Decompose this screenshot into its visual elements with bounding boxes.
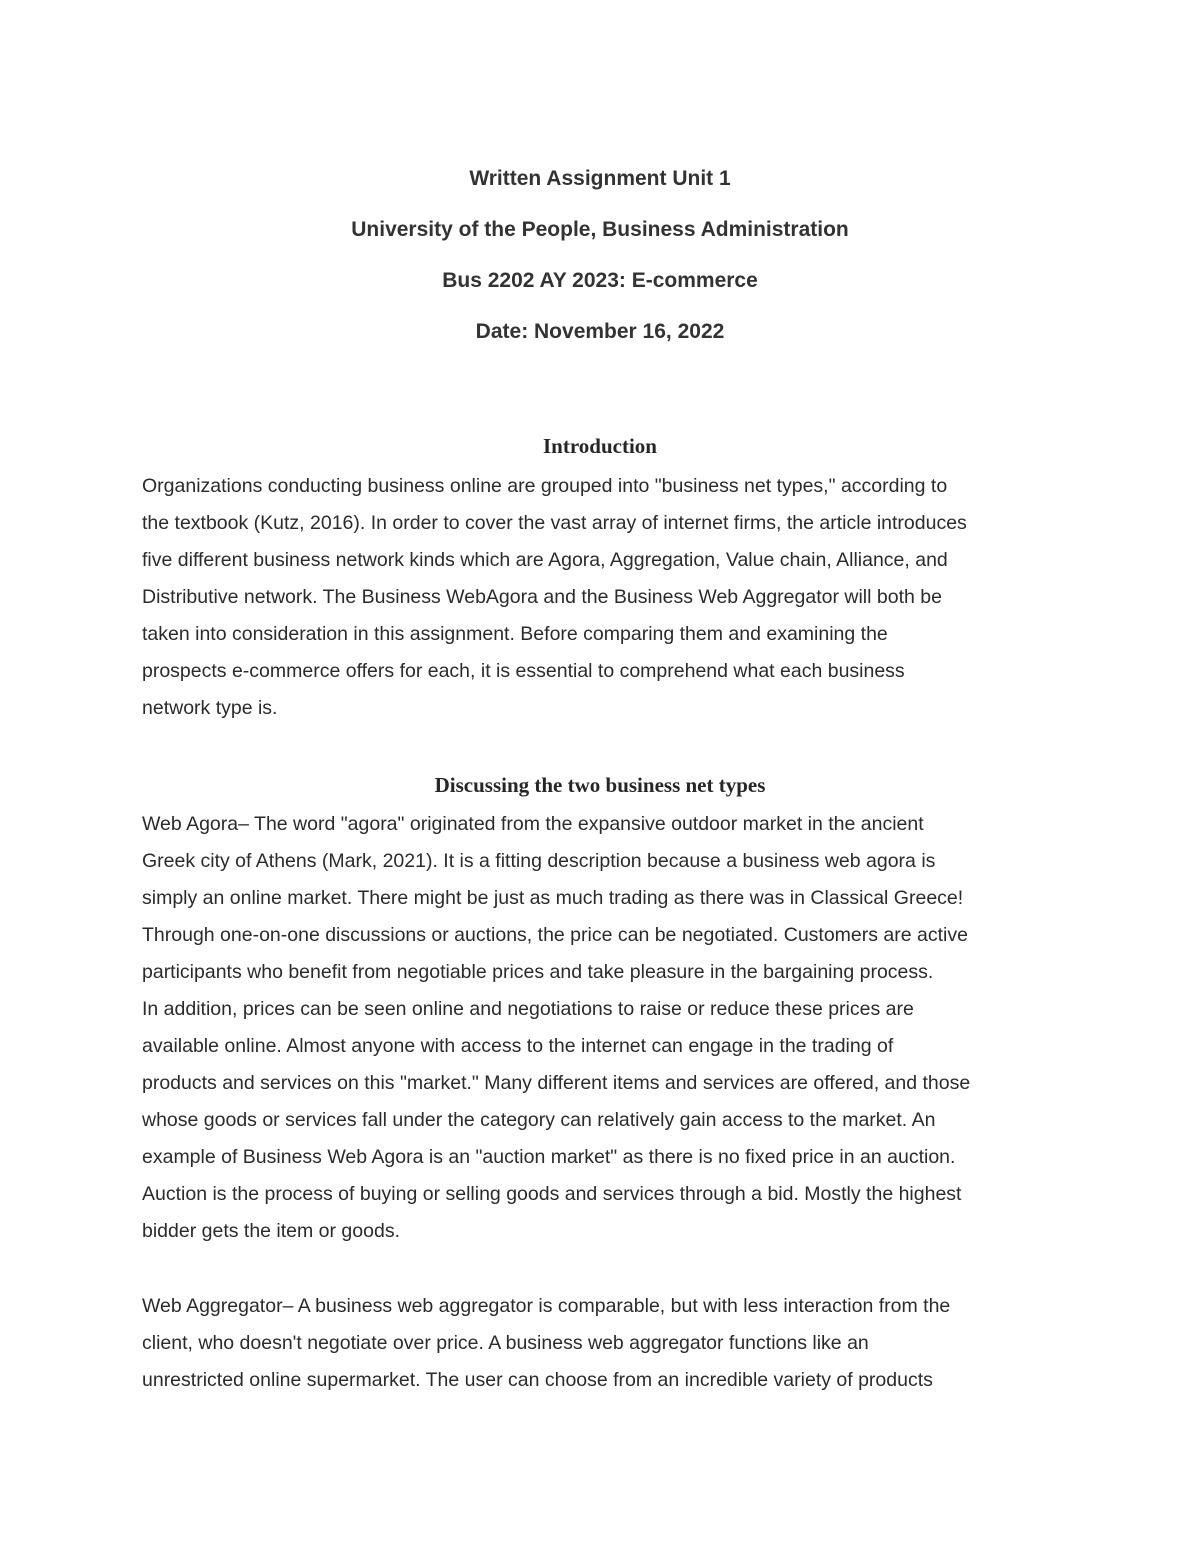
introduction-paragraph xyxy=(142,468,1072,727)
discussion-heading: Discussing the two business net types xyxy=(434,773,766,797)
paragraph-line: available online. Almost anyone with access to the internet can engage in the trading of xyxy=(142,1035,894,1057)
paragraph-line: network type is. xyxy=(142,697,278,719)
institution-line: University of the People, Business Administration xyxy=(351,218,849,241)
web-agora-paragraph xyxy=(142,806,1072,1250)
paragraph-line: In addition, prices can be seen online and negotiations to raise or reduce these prices are xyxy=(142,998,914,1020)
paragraph-line: simply an online market. There might be just as much trading as there was in Classical Greece! xyxy=(142,887,964,909)
paragraph-line: the textbook (Kutz, 2016). In order to cover the vast array of internet firms, the article introduces xyxy=(142,512,967,534)
course-line: Bus 2202 AY 2023: E-commerce xyxy=(442,269,758,292)
paragraph-line: unrestricted online supermarket. The user can choose from an incredible variety of products xyxy=(142,1369,933,1391)
introduction-heading: Introduction xyxy=(543,434,657,458)
paragraph-line: bidder gets the item or goods. xyxy=(142,1220,400,1242)
assignment-title: Written Assignment Unit 1 xyxy=(469,167,731,190)
paragraph-line: Auction is the process of buying or selling goods and services through a bid. Mostly the highest xyxy=(142,1183,962,1205)
paragraph-line: Web Aggregator– A business web aggregator is comparable, but with less interaction from the xyxy=(142,1295,951,1317)
paragraph-line: Web Agora– The word "agora" originated from the expansive outdoor market in the ancient xyxy=(142,813,924,835)
paragraph-line: Distributive network. The Business WebAgora and the Business Web Aggregator will both be xyxy=(142,586,942,608)
paragraph-line: products and services on this "market." Many different items and services are offered, and those xyxy=(142,1072,971,1094)
paragraph-line: example of Business Web Agora is an "auction market" as there is no fixed price in an auction. xyxy=(142,1146,956,1168)
paragraph-line: Greek city of Athens (Mark, 2021). It is a fitting description because a business web agora is xyxy=(142,850,936,872)
paragraph-line: participants who benefit from negotiable prices and take pleasure in the bargaining process. xyxy=(142,961,934,983)
paragraph-line: client, who doesn't negotiate over price. A business web aggregator functions like an xyxy=(142,1332,869,1354)
paragraph-line: Through one-on-one discussions or auctions, the price can be negotiated. Customers are active xyxy=(142,924,968,946)
title-block xyxy=(0,160,1200,364)
paragraph-line: taken into consideration in this assignment. Before comparing them and examining the xyxy=(142,623,888,645)
web-aggregator-paragraph xyxy=(142,1288,1072,1399)
paragraph-line: Organizations conducting business online are grouped into "business net types," according to xyxy=(142,475,948,497)
paragraph-line: prospects e-commerce offers for each, it is essential to comprehend what each business xyxy=(142,660,905,682)
paragraph-line: five different business network kinds which are Agora, Aggregation, Value chain, Alliance, and xyxy=(142,549,948,571)
date-line: Date: November 16, 2022 xyxy=(475,320,725,343)
paragraph-line: whose goods or services fall under the category can relatively gain access to the market. An xyxy=(142,1109,936,1131)
